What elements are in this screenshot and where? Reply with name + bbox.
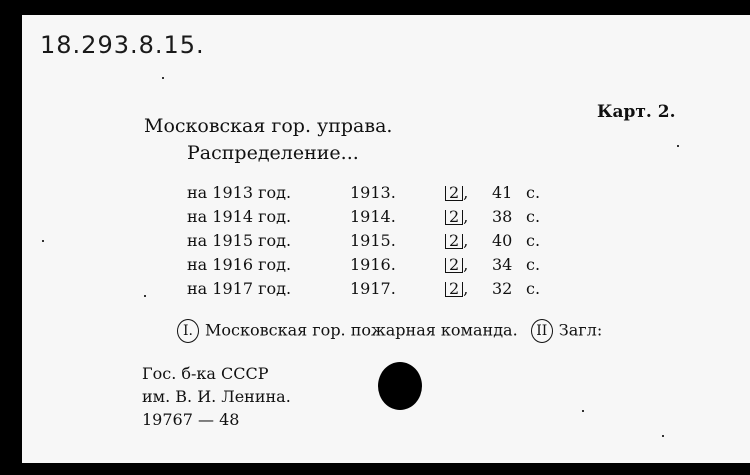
row-bracket: 2 , bbox=[445, 231, 468, 250]
speck bbox=[42, 240, 44, 242]
circled-marker-2: II bbox=[531, 319, 553, 343]
row-year: 1916. bbox=[350, 255, 396, 274]
row-label: на 1917 год. bbox=[187, 279, 292, 298]
card-subheading: Распределение... bbox=[187, 142, 359, 164]
row-bracket-value: 2 bbox=[445, 282, 463, 297]
speck bbox=[582, 410, 584, 412]
catalog-card bbox=[22, 15, 750, 463]
row-label: на 1914 год. bbox=[187, 207, 292, 226]
row-year: 1914. bbox=[350, 207, 396, 226]
row-suffix: с. bbox=[526, 183, 541, 202]
row-suffix: с. bbox=[526, 255, 541, 274]
row-number: 41 bbox=[492, 183, 513, 202]
speck bbox=[677, 145, 679, 147]
row-bracket: 2 , bbox=[445, 279, 468, 298]
handwritten-call-number: 18.293.8.15. bbox=[40, 31, 205, 59]
card-number: Карт. 2. bbox=[597, 102, 676, 122]
row-bracket-value: 2 bbox=[445, 186, 463, 201]
row-suffix: с. bbox=[526, 207, 541, 226]
row-bracket: 2 , bbox=[445, 255, 468, 274]
library-line-2: им. В. И. Ленина. bbox=[142, 387, 291, 406]
row-number: 32 bbox=[492, 279, 513, 298]
row-label: на 1913 год. bbox=[187, 183, 292, 202]
row-bracket-value: 2 bbox=[445, 234, 463, 249]
card-heading: Московская гор. управа. bbox=[144, 115, 393, 137]
speck bbox=[662, 435, 664, 437]
row-number: 34 bbox=[492, 255, 513, 274]
row-year: 1915. bbox=[350, 231, 396, 250]
library-line-1: Гос. б-ка СССР bbox=[142, 364, 269, 383]
circled-marker-1: I. bbox=[177, 319, 199, 343]
row-label: на 1915 год. bbox=[187, 231, 292, 250]
speck bbox=[162, 77, 164, 79]
row-number: 40 bbox=[492, 231, 513, 250]
row-bracket: 2 , bbox=[445, 207, 468, 226]
subject-text-2: Загл: bbox=[558, 320, 603, 340]
row-bracket-value: 2 bbox=[445, 258, 463, 273]
library-line-3: 19767 — 48 bbox=[142, 410, 240, 429]
row-number: 38 bbox=[492, 207, 513, 226]
row-bracket: 2 , bbox=[445, 183, 468, 202]
subject-line bbox=[177, 319, 602, 343]
ink-stamp bbox=[378, 362, 422, 410]
row-label: на 1916 год. bbox=[187, 255, 292, 274]
row-suffix: с. bbox=[526, 231, 541, 250]
row-suffix: с. bbox=[526, 279, 541, 298]
row-year: 1917. bbox=[350, 279, 396, 298]
row-year: 1913. bbox=[350, 183, 396, 202]
subject-text-1: Московская гор. пожарная команда. bbox=[205, 320, 518, 340]
row-bracket-value: 2 bbox=[445, 210, 463, 225]
speck bbox=[144, 295, 146, 297]
